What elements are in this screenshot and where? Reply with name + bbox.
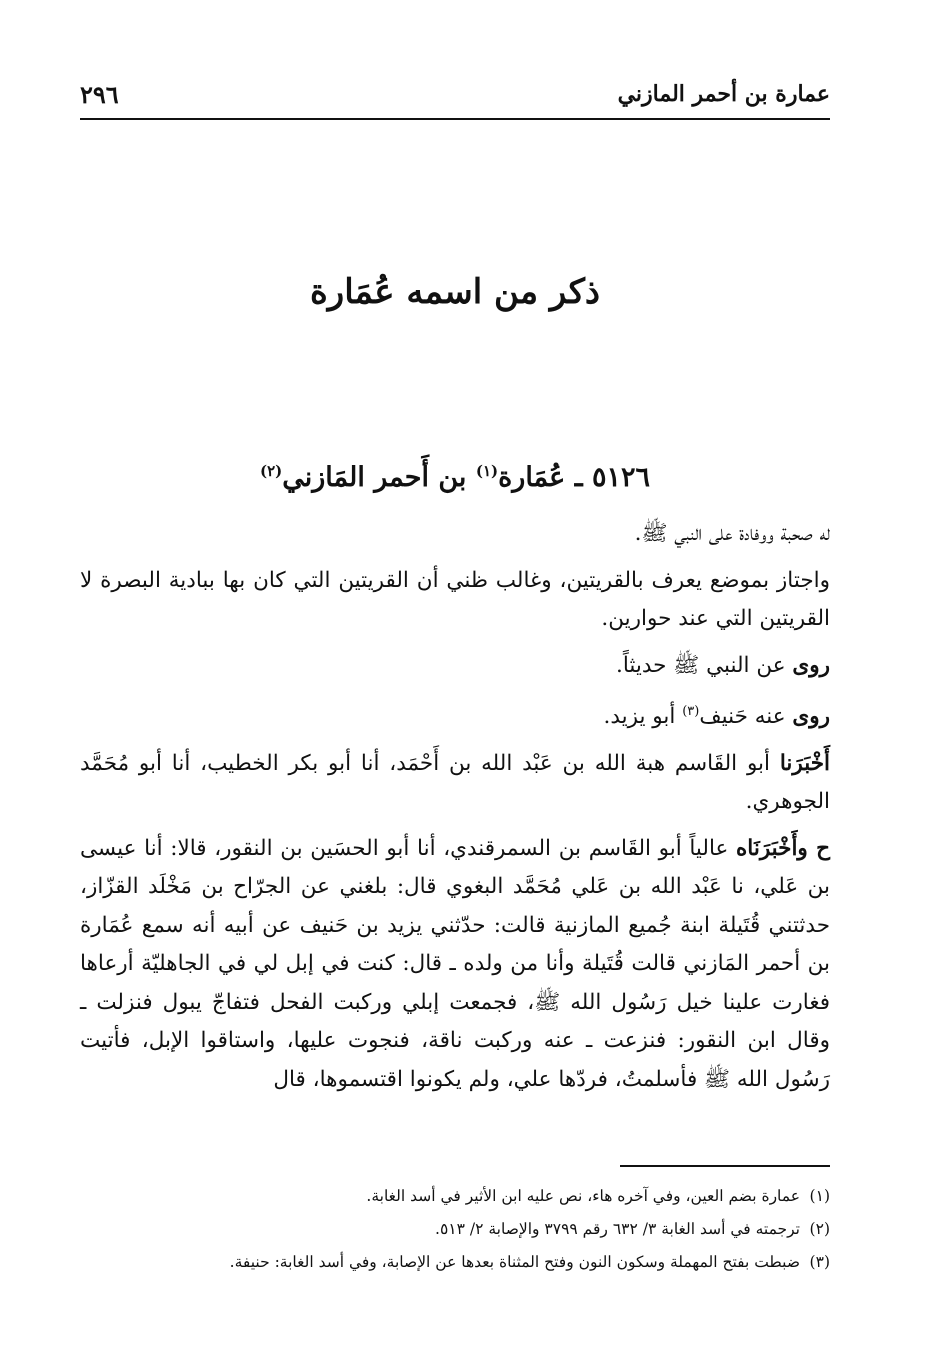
running-title: عمارة بن أحمر المازني — [617, 81, 830, 107]
footnote-number: (١) — [809, 1187, 830, 1205]
paragraph-companionship — [80, 515, 830, 554]
paragraph-text: عالياً أبو القَاسم بن السمرقندي، أنا أبو الحسَين بن النقور، قالا: أنا عيسى بن عَلي، نا عَبْد الله بن عَلي مُحَمَّد البغوي قال: بلغني عن الجرّاح بن مَخْلَد القزّاز، حدثتني قُتَيلة ابنة جُميع المازنية قالت: حدّثني يزيد بن حَنيف عن أبيه أنه سمع عُمَارة بن أحمر المَازني قالت قُتَيلة وأنا من ولده ـ قال: كنت في إبل لي في الجاهليّة أرعاها فغارت علينا خيل رَسُول الله ﷺ، فجمعت إبلي وركبت الفحل فتفاجّ يبول فنزلت ـ وقال ابن النقور: فنزعت ـ عنه وركبت ناقة، فنجوت عليها، واستاقوا الإبل، فأتيت رَسُول الله ﷺ فأسلمتُ، فردّها علي، ولم يكونوا اقتسموها، قال — [80, 835, 830, 1092]
footnote-2 — [80, 1213, 830, 1246]
entry-heading — [80, 462, 830, 493]
section-title: ذكر من اسمه عُمَارة — [309, 272, 601, 312]
body-text — [80, 515, 830, 1107]
paragraph-text: واجتاز بموضع يعرف بالقريتين، وغالب ظني أن القريتين التي كان بها ببادية البصرة لا القريتين التي عند حوارين. — [80, 567, 830, 631]
footnote-ref-3[interactable]: (٣) — [682, 704, 700, 719]
footnote-1 — [80, 1180, 830, 1213]
paragraph-text: أبو يزيد. — [603, 704, 676, 730]
paragraph-isnad-1 — [80, 745, 830, 822]
page-header — [80, 70, 830, 120]
footnote-3 — [80, 1246, 830, 1279]
paragraph-isnad-2 — [80, 830, 830, 1100]
footnote-text: ضبطت بفتح المهملة وسكون النون وفتح المثناة بعدها عن الإصابة، وفي أسد الغابة: حنيفة. — [229, 1253, 800, 1271]
entry-lineage: بن أَحمر المَازني — [282, 462, 467, 493]
paragraph-text: له صحبة ووفادة على النبي ﷺ. — [634, 521, 830, 546]
footnote-number: (٣) — [809, 1253, 830, 1271]
paragraph-location — [80, 562, 830, 639]
page-number: ٢٩٦ — [80, 79, 119, 109]
footnote-text: عمارة بضم العين، وفي آخره هاء، نص عليه ابن الأثير في أسد الغابة. — [366, 1187, 800, 1205]
paragraph-narrated-by — [80, 693, 830, 737]
entry-separator: ـ — [574, 462, 583, 493]
paragraph-text: أبو القَاسم هبة الله بن عَبْد الله بن أَحْمَد، أنا أبو بكر الخطيب، أنا أبو مُحَمَّد الجوهري. — [80, 750, 830, 815]
bold-lead: أَخْبَرَنا — [779, 750, 830, 776]
footnote-number: (٢) — [809, 1220, 830, 1238]
bold-lead: ح وأَخْبَرَنَاه — [736, 835, 831, 861]
bold-lead: روى — [792, 652, 830, 678]
entry-name: عُمَارة — [498, 462, 566, 493]
paragraph-text: عن النبي ﷺ حديثاً. — [616, 652, 786, 678]
footnote-divider — [620, 1165, 830, 1167]
footnote-text: ترجمته في أسد الغابة ٣/ ٦٣٢ رقم ٣٧٩٩ والإصابة ٢/ ٥١٣. — [435, 1220, 800, 1238]
footnote-ref-2[interactable]: (٢) — [259, 462, 283, 480]
footnote-ref-1[interactable]: (١) — [475, 462, 499, 480]
paragraph-narrated-from — [80, 647, 830, 686]
entry-number: ٥١٢٦ — [592, 462, 651, 493]
footnotes — [80, 1180, 830, 1279]
paragraph-text: عنه حَنيف — [699, 704, 786, 730]
bold-lead: روى — [792, 704, 830, 730]
